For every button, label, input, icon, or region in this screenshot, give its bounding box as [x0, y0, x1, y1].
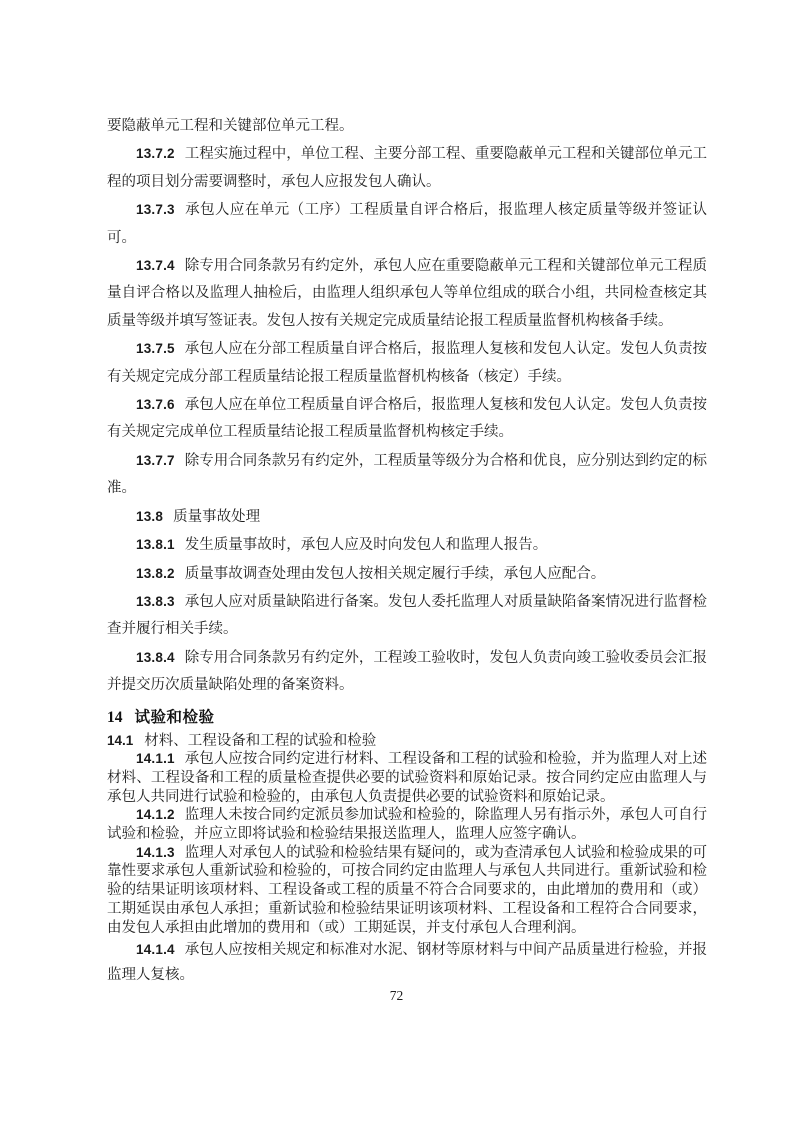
clause-text: 监理人未按合同约定派员参加试验和检验的，除监理人另有指示外，承包人可自行试验和检验，并应立即将试验和检验结果报送监理人，监理人应签字确认。 [107, 807, 707, 843]
clause-text: 监理人对承包人的试验和检验结果有疑问的，或为查清承包人试验和检验成果的可靠性要求承包人重新试验和检验的，可按合同约定由监理人与承包人共同进行。重新试验和检验的结果证明该项材料、工程设备或工程的质量不符合合同要求的，由此增加的费用和（或）工期延误由承包人承担；重新试验和检验结果证明该项材料、工程设备和工程符合合同要求，由发包人承担由此增加的费用和（或）工期延误，并支付承包人合理利润。 [107, 844, 707, 936]
clause-13-7-7 [107, 447, 707, 503]
clause-number: 13.7.3 [136, 202, 175, 218]
clause-number: 14.1.2 [136, 807, 175, 823]
clause-14-1-4 [107, 937, 707, 988]
clause-number: 13.8.2 [136, 565, 175, 581]
clause-number: 14.1.4 [136, 942, 175, 958]
clause-number: 13.8.3 [136, 593, 175, 609]
clause-14-1-heading [107, 732, 707, 751]
clause-text: 发生质量事故时，承包人应及时向发包人和监理人报告。 [184, 537, 548, 554]
clause-text: 质量事故调查处理由发包人按相关规定履行手续，承包人应配合。 [184, 565, 606, 582]
clause-number: 14.1.1 [136, 751, 175, 767]
clause-text: 承包人应在单元（工序）工程质量自评合格后，报监理人核定质量等级并签证认可。 [107, 202, 707, 246]
paragraph-continuation: 要隐蔽单元工程和关键部位单元工程。 [107, 118, 354, 134]
clause-number: 13.7.2 [136, 146, 175, 162]
page-number: 72 [389, 988, 404, 1003]
clause-number: 14.1.3 [136, 844, 175, 860]
clause-number: 13.8.4 [136, 649, 175, 665]
clause-13-8-1 [107, 531, 707, 559]
clause-13-8-2 [107, 560, 707, 588]
clause-text: 承包人应对质量缺陷进行备案。发包人委托监理人对质量缺陷备案情况进行监督检查并履行相关手续。 [107, 593, 707, 638]
section-14-block [107, 732, 707, 989]
clause-number: 13.8.1 [136, 537, 175, 553]
clause-14-1-2 [107, 806, 707, 843]
clause-text: 工程实施过程中，单位工程、主要分部工程、重要隐蔽单元工程和关键部位单元工程的项目划分需要调整时，承包人应报发包人确认。 [107, 146, 707, 190]
clause-number: 13.7.4 [136, 258, 175, 274]
section-13-block [107, 113, 707, 700]
clause-number: 13.8 [136, 508, 164, 524]
clause-text: 材料、工程设备和工程的试验和检验 [144, 732, 377, 749]
clause-13-7-4 [107, 252, 707, 335]
chapter-number: 14 [107, 708, 123, 726]
clause-13-8-3 [107, 588, 707, 644]
clause-text: 除专用合同条款另有约定外，工程竣工验收时，发包人负责向竣工验收委员会汇报并提交历次质量缺陷处理的备案资料。 [107, 649, 707, 694]
clause-text: 质量事故处理 [173, 508, 261, 525]
chapter-14-heading [107, 700, 707, 732]
clause-number: 13.7.6 [136, 397, 175, 413]
clause-text: 承包人应在单位工程质量自评合格后，报监理人复核和发包人认定。发包人负责按有关规定完成单位工程质量结论报工程质量监督机构核定手续。 [107, 397, 707, 441]
clause-text: 除专用合同条款另有约定外，承包人应在重要隐蔽单元工程和关键部位单元工程质量自评合格以及监理人抽检后，由监理人组织承包人等单位组成的联合小组，共同检查核定其质量等级并填写签证表。发包人按有关规定完成质量结论报工程质量监督机构核备手续。 [107, 258, 707, 329]
clause-14-1-1 [107, 750, 707, 806]
clause-13-8-heading [107, 503, 707, 531]
clause-text: 除专用合同条款另有约定外，工程质量等级分为合格和优良，应分别达到约定的标准。 [107, 452, 707, 497]
clause-number: 13.7.7 [136, 452, 175, 468]
clause-14-1-3 [107, 844, 707, 938]
clause-number: 14.1 [107, 732, 134, 748]
clause-13-7-6 [107, 391, 707, 447]
chapter-title: 试验和检验 [134, 708, 215, 726]
clause-13-7-2 [107, 140, 707, 196]
clause-13-8-4 [107, 644, 707, 700]
clause-text: 承包人应按相关规定和标准对水泥、钢材等原材料与中间产品质量进行检验，并报监理人复核。 [107, 942, 707, 984]
clause-13-7-3 [107, 196, 707, 252]
clause-13-7-5 [107, 335, 707, 391]
clause-text: 承包人应在分部工程质量自评合格后，报监理人复核和发包人认定。发包人负责按有关规定完成分部工程质量结论报工程质量监督机构核备（核定）手续。 [107, 341, 707, 385]
clause-number: 13.7.5 [136, 341, 175, 357]
clause-text: 承包人应按合同约定进行材料、工程设备和工程的试验和检验，并为监理人对上述材料、工程设备和工程的质量检查提供必要的试验资料和原始记录。按合同约定应由监理人与承包人共同进行试验和检验的，由承包人负责提供必要的试验资料和原始记录。 [107, 751, 707, 805]
